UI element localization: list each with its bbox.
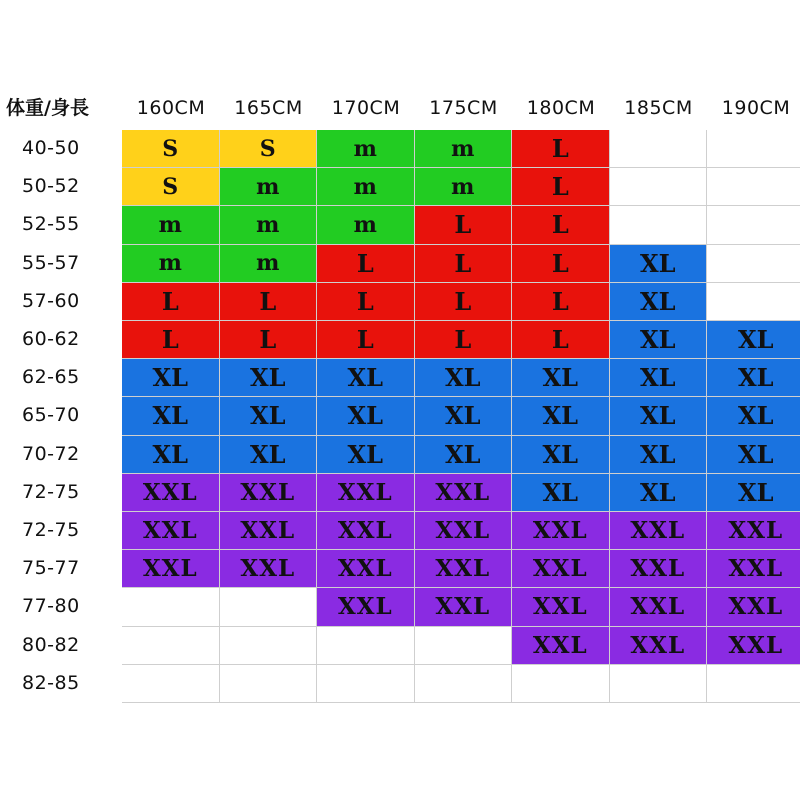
size-cell: L: [512, 245, 610, 283]
size-cell: XXL: [707, 550, 800, 588]
weight-header: 40-50: [22, 137, 80, 159]
size-cell: XL: [512, 397, 610, 435]
size-cell: XXL: [317, 588, 415, 626]
size-cell: XXL: [122, 474, 220, 512]
size-cell: XL: [707, 474, 800, 512]
size-cell: XXL: [317, 550, 415, 588]
height-header: 160CM: [136, 97, 206, 119]
size-cell: XXL: [512, 588, 610, 626]
size-cell: XXL: [707, 588, 800, 626]
size-cell: XXL: [220, 474, 318, 512]
size-cell: XXL: [122, 550, 220, 588]
size-cell: [707, 665, 800, 703]
size-cell: [220, 588, 318, 626]
size-cell: [122, 665, 220, 703]
size-cell: XXL: [415, 588, 513, 626]
size-cell: XL: [512, 436, 610, 474]
weight-header: 72-75: [22, 519, 80, 541]
size-cell: XL: [415, 359, 513, 397]
size-cell: XL: [220, 436, 318, 474]
size-cell: L: [220, 283, 318, 321]
size-cell: [610, 130, 708, 168]
size-cell: XL: [220, 397, 318, 435]
size-cell: m: [220, 168, 318, 206]
weight-header: 50-52: [22, 175, 80, 198]
size-cell: L: [512, 321, 610, 359]
size-cell: [317, 665, 415, 703]
size-cell: [415, 627, 513, 665]
size-cell: XL: [317, 436, 415, 474]
size-cell: [610, 206, 708, 244]
size-cell: XXL: [512, 627, 610, 665]
height-header: 165CM: [234, 97, 303, 119]
size-cell: L: [122, 321, 220, 359]
size-cell: S: [220, 130, 318, 168]
size-cell: L: [317, 245, 415, 283]
height-header: 185CM: [624, 97, 693, 119]
size-cell: XL: [707, 359, 800, 397]
size-cell: XL: [707, 321, 800, 359]
size-cell: L: [415, 206, 513, 244]
weight-header: 77-80: [22, 595, 80, 618]
size-cell: XXL: [415, 474, 513, 512]
size-cell: XXL: [610, 588, 708, 626]
size-cell: XL: [512, 474, 610, 512]
size-cell: L: [512, 283, 610, 321]
size-cell: XXL: [122, 512, 220, 550]
size-cell: XL: [220, 359, 318, 397]
size-cell: m: [220, 245, 318, 283]
size-cell: [707, 283, 800, 321]
size-cell: XXL: [610, 627, 708, 665]
size-cell: XXL: [512, 512, 610, 550]
size-cell: m: [122, 245, 220, 283]
size-cell: XL: [122, 436, 220, 474]
size-cell: L: [317, 321, 415, 359]
size-cell: XL: [610, 245, 708, 283]
weight-header: 72-75: [22, 480, 80, 503]
size-cell: [707, 245, 800, 283]
size-cell: XXL: [512, 550, 610, 588]
size-cell: L: [512, 206, 610, 244]
height-header: 175CM: [429, 97, 498, 119]
size-cell: m: [317, 168, 415, 206]
size-cell: XXL: [220, 512, 318, 550]
weight-header: 82-85: [22, 671, 80, 694]
size-cell: XXL: [317, 474, 415, 512]
size-cell: XL: [122, 359, 220, 397]
size-cell: L: [415, 283, 513, 321]
size-cell: [707, 168, 800, 206]
height-header: 180CM: [526, 97, 596, 119]
weight-header: 65-70: [22, 404, 80, 427]
weight-header: 57-60: [22, 289, 80, 312]
size-cell: XXL: [220, 550, 318, 588]
size-cell: XXL: [610, 512, 708, 550]
size-cell: [707, 206, 800, 244]
size-cell: L: [415, 321, 513, 359]
weight-header: 62-65: [22, 366, 80, 389]
size-cell: XL: [610, 283, 708, 321]
size-cell: XL: [610, 436, 708, 474]
size-cell: XL: [707, 397, 800, 435]
size-cell: [317, 627, 415, 665]
size-cell: XXL: [707, 627, 800, 665]
size-cell: XL: [512, 359, 610, 397]
size-cell: XL: [707, 436, 800, 474]
size-cell: L: [122, 283, 220, 321]
size-cell: L: [220, 321, 318, 359]
size-cell: m: [122, 206, 220, 244]
size-cell: S: [122, 168, 220, 206]
size-cell: [415, 665, 513, 703]
size-cell: [707, 130, 800, 168]
size-cell: [220, 665, 318, 703]
size-cell: [610, 168, 708, 206]
height-header: 190CM: [721, 97, 791, 119]
weight-header: 80-82: [22, 633, 80, 656]
corner-label: 体重/身長: [6, 97, 89, 119]
size-cell: XL: [415, 436, 513, 474]
size-cell: [610, 665, 708, 703]
size-cell: [220, 627, 318, 665]
size-cell: XXL: [415, 550, 513, 588]
size-cell: L: [512, 130, 610, 168]
weight-header: 52-55: [22, 213, 80, 236]
size-cell: m: [415, 168, 513, 206]
size-cell: XL: [610, 397, 708, 435]
size-cell: XL: [317, 397, 415, 435]
size-cell: XL: [610, 359, 708, 397]
size-cell: XXL: [317, 512, 415, 550]
size-cell: XXL: [707, 512, 800, 550]
weight-header: 70-72: [22, 442, 80, 465]
size-cell: [122, 627, 220, 665]
size-cell: L: [317, 283, 415, 321]
size-cell: m: [220, 206, 318, 244]
size-cell: XL: [317, 359, 415, 397]
size-cell: [512, 665, 610, 703]
weight-header: 60-62: [22, 328, 80, 350]
size-cell: XXL: [610, 550, 708, 588]
size-cell: XL: [122, 397, 220, 435]
size-cell: [122, 588, 220, 626]
size-cell: m: [317, 130, 415, 168]
size-cell: L: [512, 168, 610, 206]
size-cell: m: [415, 130, 513, 168]
size-cell: S: [122, 130, 220, 168]
weight-header: 55-57: [22, 251, 80, 274]
size-cell: L: [415, 245, 513, 283]
size-cell: m: [317, 206, 415, 244]
size-cell: XXL: [415, 512, 513, 550]
height-header: 170CM: [331, 97, 401, 119]
size-cell: XL: [415, 397, 513, 435]
size-cell: XL: [610, 474, 708, 512]
weight-header: 75-77: [22, 557, 80, 580]
size-cell: XL: [610, 321, 708, 359]
